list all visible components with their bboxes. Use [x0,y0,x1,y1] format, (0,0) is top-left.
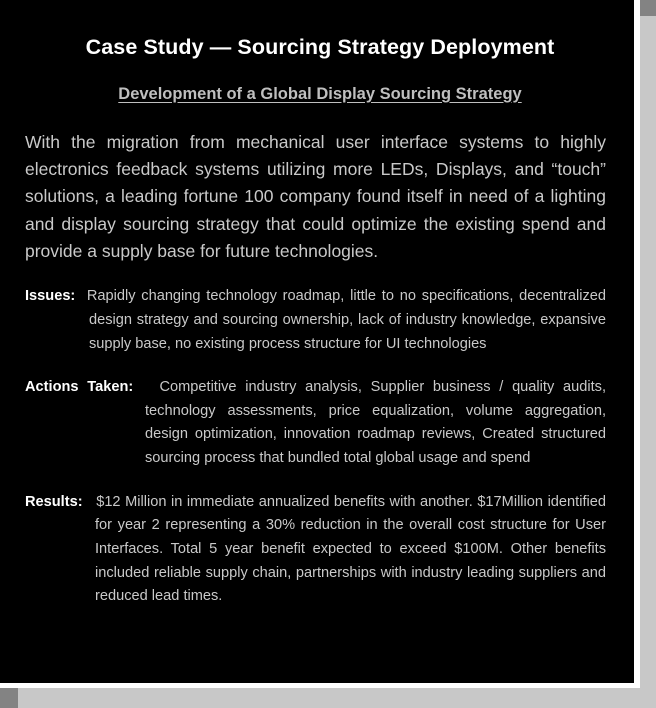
section-results-body: $12 Million in immediate annualized benefits with another. $17Million identified for year 2 representing a 30% reduction in the overall cost structure for User Interfaces. Total 5 year benefit expected to exceed $100M. Other benefits included reliable supply chain, partnerships with industry leading suppliers and reduced lead times. [95,493,606,605]
page-title: Case Study — Sourcing Strategy Deployment [85,35,555,59]
section-actions-taken-body: Competitive industry analysis, Supplier business / quality audits, technology assessments, price equalization, volume aggregation, design optimization, innovation roadmap reviews, Created structured sourcing process that bundled total global usage and spend [145,379,606,467]
slide-subtitle: Development of a Global Display Sourcing Strategy [118,84,522,103]
bottom-left-corner-marker [0,688,18,708]
label-spacer [133,379,159,395]
section-issues [22,265,618,356]
section-results-line [25,491,606,609]
section-issues-label: Issues: [25,288,76,305]
section-results-label: Results: [25,493,83,510]
label-spacer [83,494,97,510]
label-spacer [75,288,87,304]
section-issues-line [25,285,606,356]
section-results [22,471,618,609]
section-actions-taken [22,356,618,471]
section-issues-body: Rapidly changing technology roadmap, little to no specifications, decentralized design strategy and sourcing ownership, lack of industry knowledge, expansive supply base, no existing process structure for UI technologies [86,288,606,352]
top-right-corner-marker [640,0,656,16]
section-actions-taken-label: Actions Taken: [25,379,134,396]
intro-paragraph: With the migration from mechanical user interface systems to highly electronics feedback systems utilizing more LEDs, Displays, and “touch” solutions, a leading fortune 100 company found itself in need of a lighting and display sourcing strategy that could optimize the existing spend and provide a supply base for future technologies. [25,131,606,261]
section-actions-taken-line [25,376,606,471]
